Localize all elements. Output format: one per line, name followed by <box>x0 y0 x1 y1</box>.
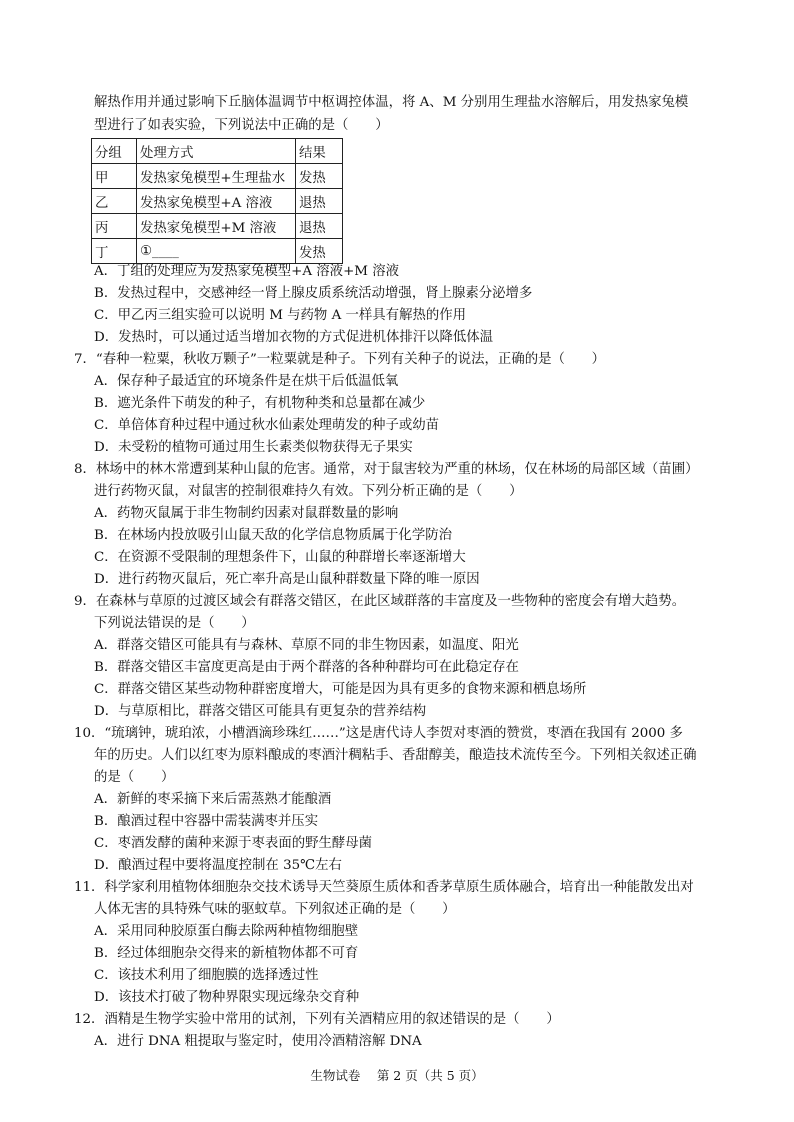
table-header-cell: 处理方式 <box>137 139 296 164</box>
question-stem: 的是（ ） <box>94 770 175 785</box>
option-text: A．采用同种胶原蛋白酶去除两种植物细胞壁 <box>94 924 359 939</box>
table-cell: 甲 <box>92 164 137 189</box>
table-cell: 退热 <box>296 189 343 214</box>
question-stem: 12．酒精是生物学实验中常用的试剂，下列有关酒精应用的叙述错误的是（ ） <box>74 1012 560 1027</box>
question-stem: 下列说法错误的是（ ） <box>94 616 255 631</box>
option-text: B．发热过程中，交感神经一肾上腺皮质系统活动增强，肾上腺素分泌增多 <box>94 286 533 301</box>
table-header-row <box>92 139 343 164</box>
question-stem: 10．“琉璃钟，琥珀浓，小槽酒滴珍珠红……”这是唐代诗人李贺对枣酒的赞赏，枣酒在我国有 2000 多 <box>74 726 683 741</box>
experiment-table <box>91 138 343 264</box>
table-cell: 发热 <box>296 239 343 264</box>
question-stem: 7．“春种一粒粟，秋收万颗子”一粒粟就是种子。下列有关种子的说法，正确的是（ ） <box>74 352 606 367</box>
option-text: C．群落交错区某些动物种群密度增大，可能是因为具有更多的食物来源和栖息场所 <box>94 682 587 697</box>
option-text: D．发热时，可以通过适当增加衣物的方式促进机体排汗以降低体温 <box>94 330 494 345</box>
option-text: C．甲乙丙三组实验可以说明 M 与药物 A 一样具有解热的作用 <box>94 308 467 323</box>
option-text: B．酿酒过程中容器中需装满枣并压实 <box>94 814 319 829</box>
option-text: C．该技术利用了细胞膜的选择透过性 <box>94 968 319 983</box>
option-text: A．群落交错区可能具有与森林、草原不同的非生物因素，如温度、阳光 <box>94 638 519 653</box>
option-text: A．新鲜的枣采摘下来后需蒸熟才能酿酒 <box>94 792 332 807</box>
table-row <box>92 239 343 264</box>
option-text: B．在林场内投放吸引山鼠天敌的化学信息物质属于化学防治 <box>94 528 452 543</box>
option-text: A．保存种子最适宜的环境条件是在烘干后低温低氧 <box>94 374 399 389</box>
intro-line: 解热作用并通过影响下丘脑体温调节中枢调控体温，将 A、M 分别用生理盐水溶解后，用发热家兔模 <box>94 95 689 110</box>
question-stem: 9．在森林与草原的过渡区域会有群落交错区，在此区域群落的丰富度及一些物种的密度会有增大趋势。 <box>74 594 686 609</box>
option-text: A．丁组的处理应为发热家兔模型+A 溶液+M 溶液 <box>94 264 400 279</box>
option-text: A．进行 DNA 粗提取与鉴定时，使用冷酒精溶解 DNA <box>94 1034 422 1049</box>
page-footer: 生物试卷 第 2 页（共 5 页） <box>310 1068 484 1083</box>
table-row <box>92 214 343 239</box>
option-text: D．该技术打破了物种界限实现远缘杂交育种 <box>94 990 360 1005</box>
table-row <box>92 189 343 214</box>
table-cell: 发热家兔模型+M 溶液 <box>137 214 296 239</box>
option-text: D．进行药物灭鼠后，死亡率升高是山鼠种群数量下降的唯一原因 <box>94 572 480 587</box>
table-cell: 发热家兔模型+A 溶液 <box>137 189 296 214</box>
table-header-cell: 结果 <box>296 139 343 164</box>
option-text: C．在资源不受限制的理想条件下，山鼠的种群增长率逐渐增大 <box>94 550 466 565</box>
table-row <box>92 164 343 189</box>
intro-line: 型进行了如表实验，下列说法中正确的是（ ） <box>94 118 389 133</box>
question-stem: 进行药物灭鼠，对鼠害的控制很难持久有效。下列分析正确的是（ ） <box>94 484 523 499</box>
table-cell: 丙 <box>92 214 137 239</box>
option-text: C．枣酒发酵的菌种来源于枣表面的野生酵母菌 <box>94 836 373 851</box>
question-stem: 年的历史。人们以红枣为原料酿成的枣酒汁稠粘手、香甜醇美，酿造技术流传至今。下列相关叙述正确 <box>94 748 697 763</box>
question-stem: 人体无害的具特殊气味的驱蚊草。下列叙述正确的是（ ） <box>94 902 456 917</box>
option-text: B．群落交错区丰富度更高是由于两个群落的各种种群均可在此稳定存在 <box>94 660 519 675</box>
table-cell: 发热 <box>296 164 343 189</box>
question-stem: 8．林场中的林木常遭到某种山鼠的危害。通常，对于鼠害较为严重的林场，仅在林场的局部区域（苗圃） <box>74 462 699 477</box>
option-text: C．单倍体育种过程中通过秋水仙素处理萌发的种子或幼苗 <box>94 418 440 433</box>
table-cell: 乙 <box>92 189 137 214</box>
table-cell: 丁 <box>92 239 137 264</box>
option-text: D．酿酒过程中要将温度控制在 35℃左右 <box>94 858 342 873</box>
option-text: D．与草原相比，群落交错区可能具有更复杂的营养结构 <box>94 704 427 719</box>
option-text: B．遮光条件下萌发的种子，有机物种类和总量都在减少 <box>94 396 426 411</box>
question-stem: 11．科学家利用植物体细胞杂交技术诱导天竺葵原生质体和香茅草原生质体融合，培育出一种能散发出对 <box>74 880 694 895</box>
option-text: D．未受粉的植物可通过用生长素类似物获得无子果实 <box>94 440 413 455</box>
table-cell: 退热 <box>296 214 343 239</box>
table-header-cell: 分组 <box>92 139 137 164</box>
option-text: B．经过体细胞杂交得来的新植物体都不可育 <box>94 946 359 961</box>
table-cell: 发热家兔模型+生理盐水 <box>137 164 296 189</box>
table-cell: ①____ <box>137 239 296 264</box>
option-text: A．药物灭鼠属于非生物制约因素对鼠群数量的影响 <box>94 506 399 521</box>
